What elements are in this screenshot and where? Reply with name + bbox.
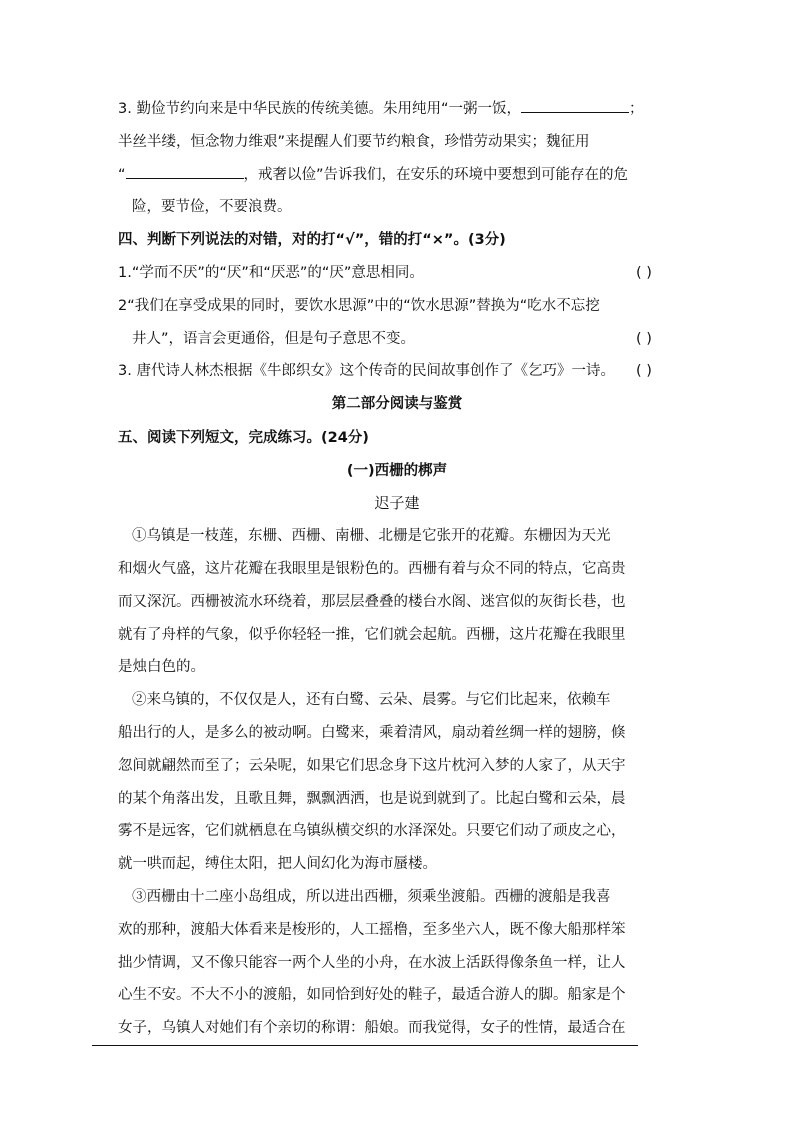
q3-line-1 bbox=[118, 98, 643, 119]
q3-line-3 bbox=[118, 164, 628, 185]
answer-blank-2[interactable] bbox=[126, 164, 244, 179]
part-title: 第二部分阅读与鉴赏 bbox=[331, 396, 463, 412]
article-line: 拙少情调，又不像只能容一两个人坐的小舟，在水波上活跃得像条鱼一样，让人 bbox=[118, 955, 626, 971]
article-title: (一)西栅的梆声 bbox=[346, 463, 448, 479]
article-line: 是烛白色的。 bbox=[118, 659, 205, 675]
article-line: ③西栅由十二座小岛组成，所以进出西栅，须乘坐渡船。西栅的渡船是我喜 bbox=[132, 889, 611, 905]
answer-paren-2[interactable]: ( ) bbox=[636, 331, 652, 347]
judge-item-1: 1.“学而不厌”的“厌”和“厌恶”的“厌”意思相同。 bbox=[118, 265, 424, 281]
section5-heading: 五、阅读下列短文，完成练习。(24分) bbox=[118, 430, 369, 446]
article-line: 而又深沉。西栅被流水环绕着，那层层叠叠的楼台水阁、迷宫似的灰街长巷，也 bbox=[118, 594, 626, 610]
judge-item-3: 3. 唐代诗人林杰根据《牛郎织女》这个传奇的民间故事创作了《乞巧》一诗。 bbox=[118, 363, 615, 379]
article-line: 就一哄而起，缚住太阳，把人间幻化为海市蜃楼。 bbox=[118, 856, 437, 872]
judge-item-2-cont: 井人”，语言会更通俗，但是句子意思不变。 bbox=[132, 331, 416, 347]
answer-blank-1[interactable] bbox=[521, 98, 629, 113]
q3-text: ，戒奢以俭”告诉我们，在安乐的环境中要想到可能存在的危 bbox=[243, 167, 629, 183]
article-line: 船出行的人，是多么的被动啊。白鹭来，乘着清风，扇动着丝绸一样的翅膀，倏 bbox=[118, 725, 626, 741]
article-author: 迟子建 bbox=[374, 494, 420, 512]
q3-text: 3. 勤俭节约向来是中华民族的传统美德。朱用纯用“一粥一饭， bbox=[118, 101, 521, 117]
q3-quote: “ bbox=[118, 167, 126, 183]
section4-heading: 四、判断下列说法的对错，对的打“√”，错的打“×”。(3分) bbox=[118, 232, 506, 248]
article-line: ②来乌镇的，不仅仅是人，还有白鹭、云朵、晨雾。与它们比起来，依赖车 bbox=[132, 692, 611, 708]
q3-punct: ； bbox=[628, 101, 644, 117]
footer-divider bbox=[92, 1045, 638, 1046]
article-line: ①乌镇是一枝莲，东栅、西栅、南栅、北栅是它张开的花瓣。东栅因为天光 bbox=[132, 528, 611, 544]
article-line: 女子，乌镇人对她们有个亲切的称谓：船娘。而我觉得，女子的性情，最适合在 bbox=[118, 1020, 626, 1036]
article-line: 雾不是远客，它们就栖息在乌镇纵横交织的水泽深处。只要它们动了顽皮之心， bbox=[118, 823, 626, 839]
article-line: 心生不安。不大不小的渡船，如同恰到好处的鞋子，最适合游人的脚。船家是个 bbox=[118, 987, 626, 1003]
article-line: 忽间就翩然而至了；云朵呢，如果它们思念身下这片枕河入梦的人家了，从天宇 bbox=[118, 758, 626, 774]
answer-paren-3[interactable]: ( ) bbox=[636, 363, 652, 379]
q3-line-4: 险，要节俭，不要浪费。 bbox=[132, 199, 292, 215]
article-line: 的某个角落出发，且歌且舞，飘飘洒洒，也是说到就到了。比起白鹭和云朵，晨 bbox=[118, 791, 626, 807]
article-line: 和烟火气盛，这片花瓣在我眼里是银粉色的。西栅有着与众不同的特点，它高贵 bbox=[118, 561, 626, 577]
article-line: 欢的那种，渡船大体看来是梭形的，人工摇橹，至多坐六人，既不像大船那样笨 bbox=[118, 922, 626, 938]
judge-item-2: 2“我们在享受成果的同时，要饮水思源”中的“饮水思源”替换为“吃水不忘挖 bbox=[118, 298, 600, 314]
answer-paren-1[interactable]: ( ) bbox=[636, 265, 652, 281]
article-line: 就有了舟样的气象，似乎你轻轻一推，它们就会起航。西栅，这片花瓣在我眼里 bbox=[118, 627, 626, 643]
q3-line-2: 半丝半缕，恒念物力维艰”来提醒人们要节约粮食，珍惜劳动果实；魏征用 bbox=[118, 134, 590, 150]
